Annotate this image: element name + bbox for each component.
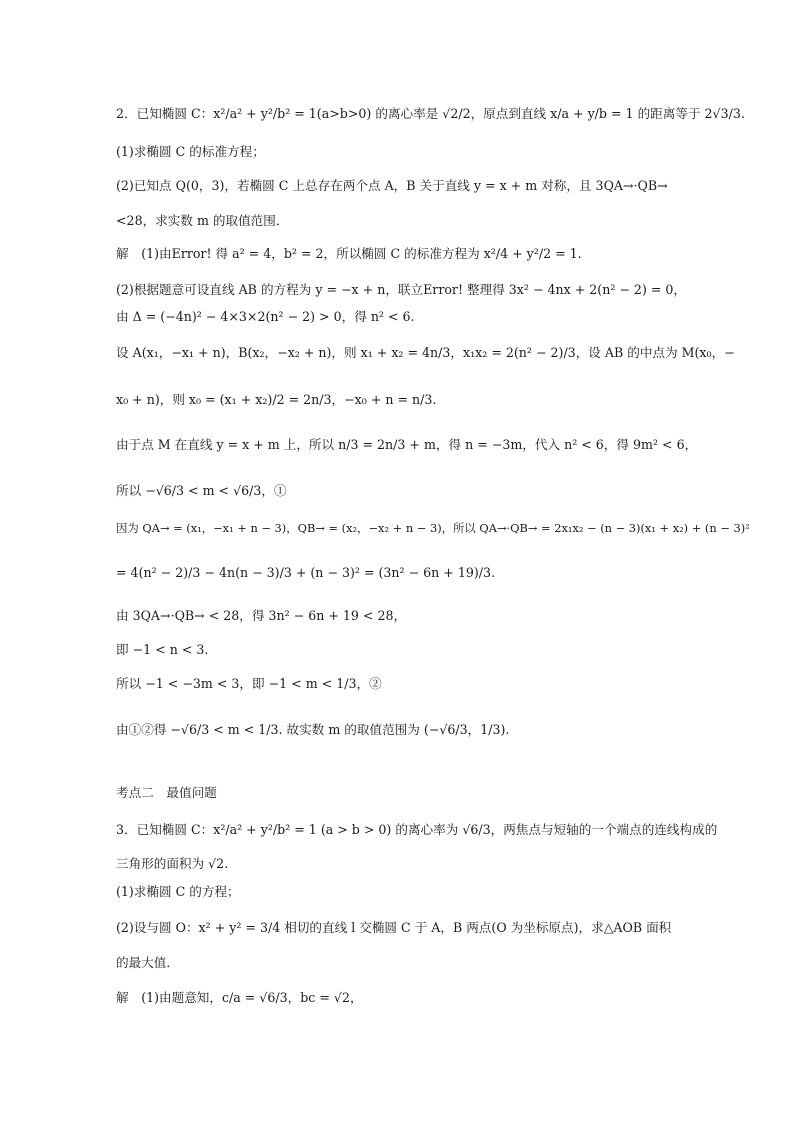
- problem-3-part-2: (2)设与圆 O：x² + y² = 3/4 相切的直线 l 交椭圆 C 于 A，B 两点(O 为坐标原点)，求△AOB 面积: [116, 920, 672, 935]
- problem-3-part-2-cont: 的最大值．: [116, 955, 179, 970]
- solution-2-part-2-line-10: 即 −1 < n < 3.: [116, 642, 209, 657]
- solution-3-part-1: 解 (1)由题意知，c/a = √6/3，bc = √2，: [116, 990, 363, 1005]
- solution-2-part-2-line-1: (2)根据题意可设直线 AB 的方程为 y = −x + n，联立Error! 整理得 3x² − 4nx + 2(n² − 2) = 0，: [116, 282, 687, 297]
- solution-2-part-2-line-7: 因为 QA→ = (x₁，−x₁ + n − 3)，QB→ = (x₂，−x₂ + n − 3)，所以 QA→·QB→ = 2x₁x₂ − (n − 3)(x₁ + x₂) + (n − 3)²: [116, 521, 750, 535]
- problem-2-statement: 2．已知椭圆 C：x²/a² + y²/b² = 1(a>b>0) 的离心率是 √2/2，原点到直线 x/a + y/b = 1 的距离等于 2√3/3.: [116, 106, 745, 121]
- problem-3-part-1: (1)求椭圆 C 的方程；: [116, 884, 240, 899]
- solution-2-part-2-line-8: = 4(n² − 2)/3 − 4n(n − 3)/3 + (n − 3)² = (3n² − 6n + 19)/3.: [116, 565, 496, 580]
- section-heading: 考点二 最值问题: [116, 785, 217, 800]
- solution-2-part-2-line-2: 由 Δ = (−4n)² − 4×3×2(n² − 2) > 0，得 n² < 6.: [116, 309, 415, 324]
- problem-2-part-1: (1)求椭圆 C 的标准方程；: [116, 144, 265, 159]
- solution-2-part-2-line-12: 由①②得 −√6/3 < m < 1/3. 故实数 m 的取值范围为 (−√6/3，1/3).: [116, 722, 510, 737]
- solution-2-part-2-line-9: 由 3QA→·QB→ < 28，得 3n² − 6n + 19 < 28，: [116, 608, 407, 623]
- solution-2-part-2-line-11: 所以 −1 < −3m < 3，即 −1 < m < 1/3，②: [116, 676, 382, 691]
- solution-2-part-1: 解 (1)由Error! 得 a² = 4，b² = 2，所以椭圆 C 的标准方程为 x²/4 + y²/2 = 1.: [116, 246, 582, 261]
- problem-3-statement-cont: 三角形的面积为 √2.: [116, 856, 229, 871]
- problem-3-statement: 3．已知椭圆 C：x²/a² + y²/b² = 1 (a > b > 0) 的离心率为 √6/3，两焦点与短轴的一个端点的连线构成的: [116, 822, 718, 837]
- problem-2-part-2: (2)已知点 Q(0，3)，若椭圆 C 上总存在两个点 A，B 关于直线 y = x + m 对称，且 3QA→·QB→: [116, 178, 668, 193]
- problem-2-part-2-cont: <28，求实数 m 的取值范围．: [116, 213, 289, 228]
- solution-2-part-2-line-5: 由于点 M 在直线 y = x + m 上，所以 n/3 = 2n/3 + m，得 n = −3m，代入 n² < 6，得 9m² < 6，: [116, 437, 698, 452]
- solution-2-part-2-line-4: x₀ + n)，则 x₀ = (x₁ + x₂)/2 = 2n/3，−x₀ + n = n/3.: [116, 392, 437, 407]
- solution-2-part-2-line-3: 设 A(x₁，−x₁ + n)，B(x₂，−x₂ + n)，则 x₁ + x₂ = 4n/3，x₁x₂ = 2(n² − 2)/3，设 AB 的中点为 M(x₀，−: [116, 345, 735, 360]
- solution-2-part-2-line-6: 所以 −√6/3 < m < √6/3，①: [116, 483, 287, 498]
